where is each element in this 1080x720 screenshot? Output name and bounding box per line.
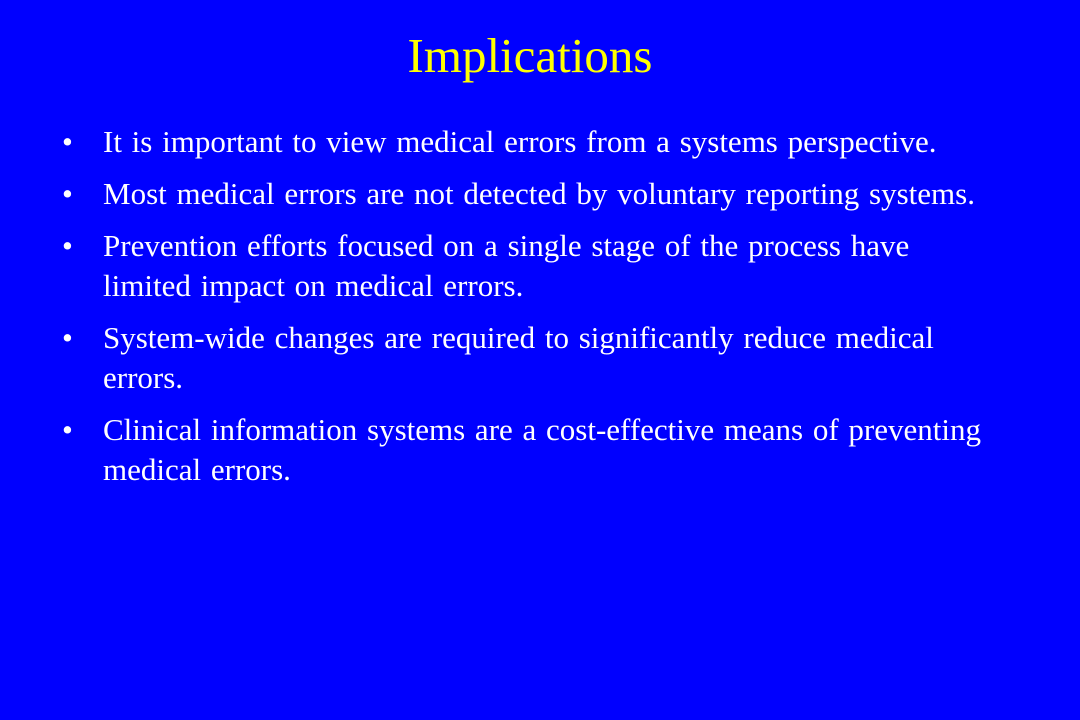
bullet-item xyxy=(62,174,1002,214)
bullet-dot-icon: • xyxy=(62,228,73,263)
bullet-text: It is important to view medical errors from a systems perspective. xyxy=(103,124,937,159)
bullet-text: Most medical errors are not detected by voluntary reporting systems. xyxy=(103,176,975,211)
slide-title: Implications xyxy=(407,28,653,83)
bullet-item xyxy=(62,318,1002,398)
bullet-text: System-wide changes are required to significantly reduce medical errors. xyxy=(103,320,934,395)
bullet-dot-icon: • xyxy=(62,412,73,447)
bullet-dot-icon: • xyxy=(62,124,73,159)
bullet-item xyxy=(62,226,1002,306)
bullet-dot-icon: • xyxy=(62,176,73,211)
bullet-text: Prevention efforts focused on a single stage of the process have limited impact on medical errors. xyxy=(103,228,910,303)
bullet-text: Clinical information systems are a cost-effective means of preventing medical errors. xyxy=(103,412,981,487)
bullet-list xyxy=(62,122,1002,502)
bullet-item xyxy=(62,410,1002,490)
bullet-item xyxy=(62,122,1002,162)
bullet-dot-icon: • xyxy=(62,320,73,355)
